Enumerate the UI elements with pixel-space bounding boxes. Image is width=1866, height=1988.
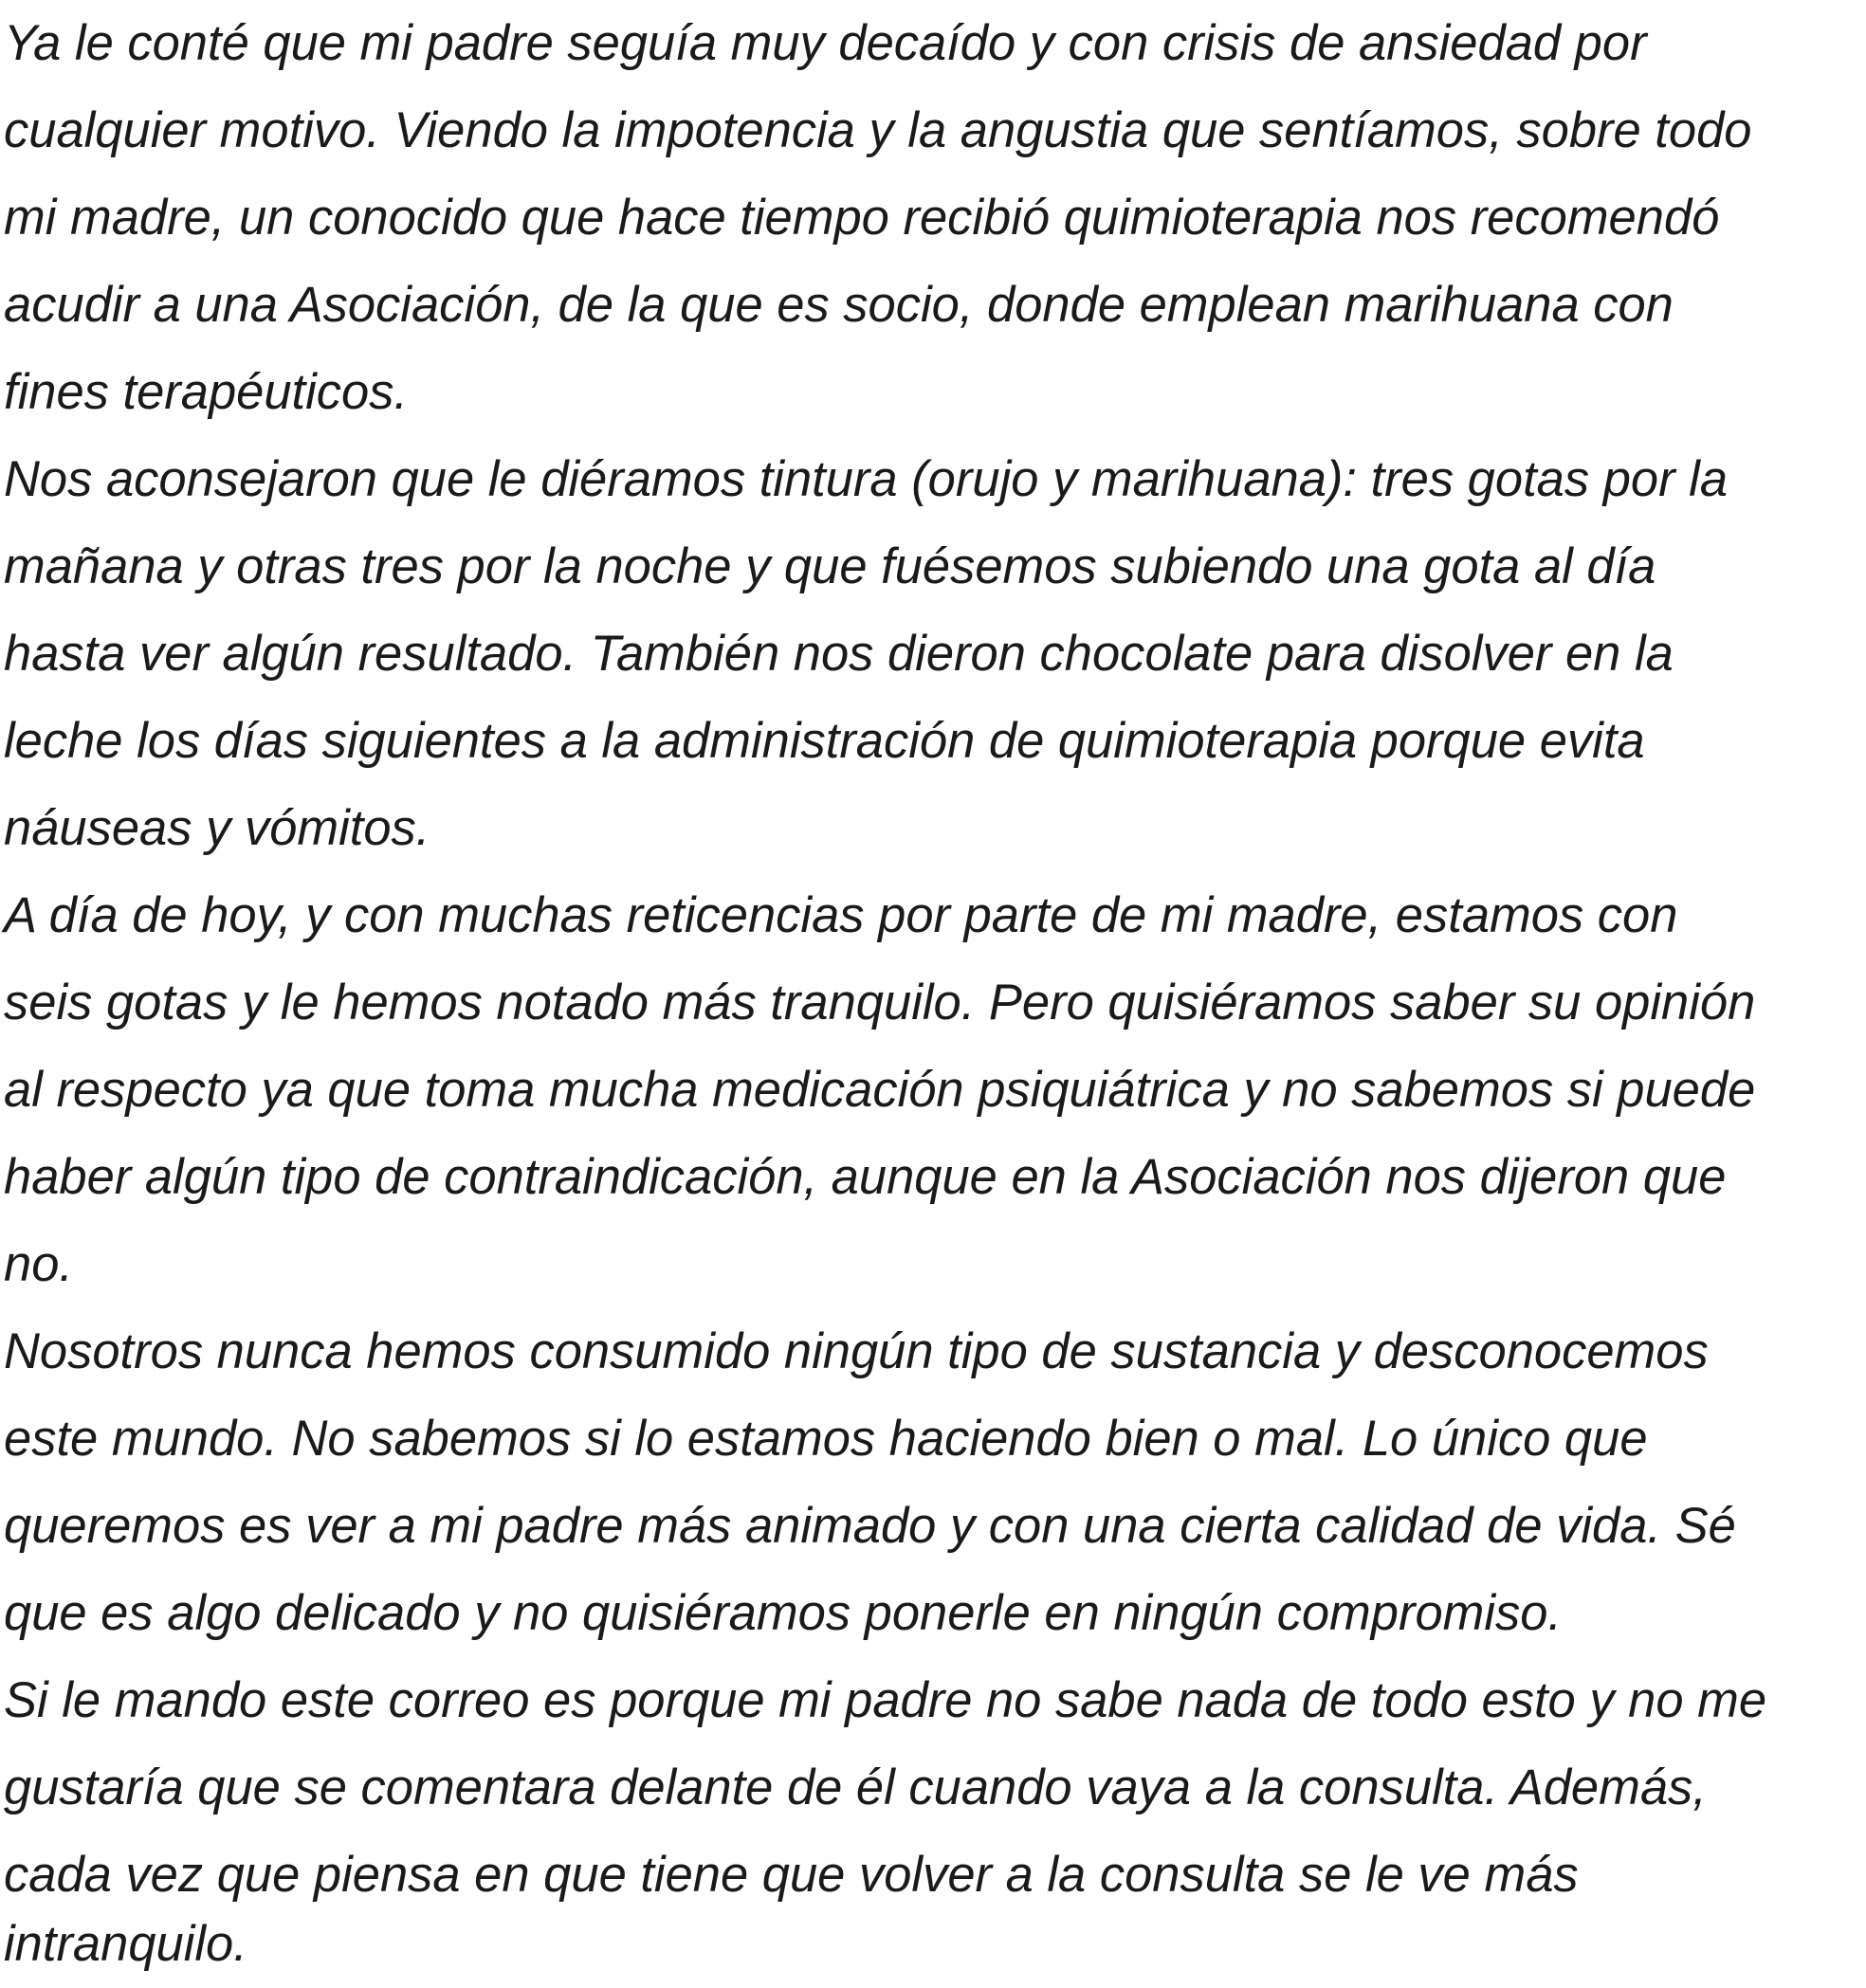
text-line: mi madre, un conocido que hace tiempo recibió quimioterapia nos recomendó: [4, 190, 1720, 246]
text-line: al respecto ya que toma mucha medicación psiquiátrica y no sabemos si puede: [4, 1062, 1756, 1118]
text-line: gustaría que se comentara delante de él cuando vaya a la consulta. Además,: [4, 1760, 1707, 1815]
text-line: que es algo delicado y no quisiéramos ponerle en ningún compromiso.: [4, 1585, 1563, 1641]
text-line: Si le mando este correo es porque mi padre no sabe nada de todo esto y no me: [4, 1672, 1767, 1728]
text-line: este mundo. No sabemos si lo estamos haciendo bien o mal. Lo único que: [4, 1411, 1648, 1467]
text-line: haber algún tipo de contraindicación, aunque en la Asociación nos dijeron que: [4, 1149, 1727, 1205]
text-line: mañana y otras tres por la noche y que fuésemos subiendo una gota al día: [4, 538, 1656, 594]
text-line: cada vez que piensa en que tiene que volver a la consulta se le ve más: [4, 1847, 1579, 1903]
text-line: hasta ver algún resultado. También nos dieron chocolate para disolver en la: [4, 626, 1674, 682]
text-line: náuseas y vómitos.: [4, 800, 430, 856]
text-line: intranquilo.: [4, 1916, 247, 1972]
text-line: Nosotros nunca hemos consumido ningún tipo de sustancia y desconocemos: [4, 1323, 1709, 1379]
text-line: Ya le conté que mi padre seguía muy decaído y con crisis de ansiedad por: [4, 15, 1647, 71]
text-line: A día de hoy, y con muchas reticencias por parte de mi madre, estamos con: [4, 887, 1678, 943]
text-line: Nos aconsejaron que le diéramos tintura (orujo y marihuana): tres gotas por la: [4, 451, 1729, 507]
text-line: no.: [4, 1236, 73, 1292]
text-line: leche los días siguientes a la administración de quimioterapia porque evita: [4, 713, 1645, 769]
text-line: fines terapéuticos.: [4, 364, 409, 420]
text-line: seis gotas y le hemos notado más tranquilo. Pero quisiéramos saber su opinión: [4, 975, 1756, 1030]
document-body: [4, 0, 1866, 1988]
text-line: acudir a una Asociación, de la que es socio, donde emplean marihuana con: [4, 277, 1674, 333]
text-line: queremos es ver a mi padre más animado y con una cierta calidad de vida. Sé: [4, 1498, 1736, 1554]
text-line: cualquier motivo. Viendo la impotencia y la angustia que sentíamos, sobre todo: [4, 102, 1752, 158]
